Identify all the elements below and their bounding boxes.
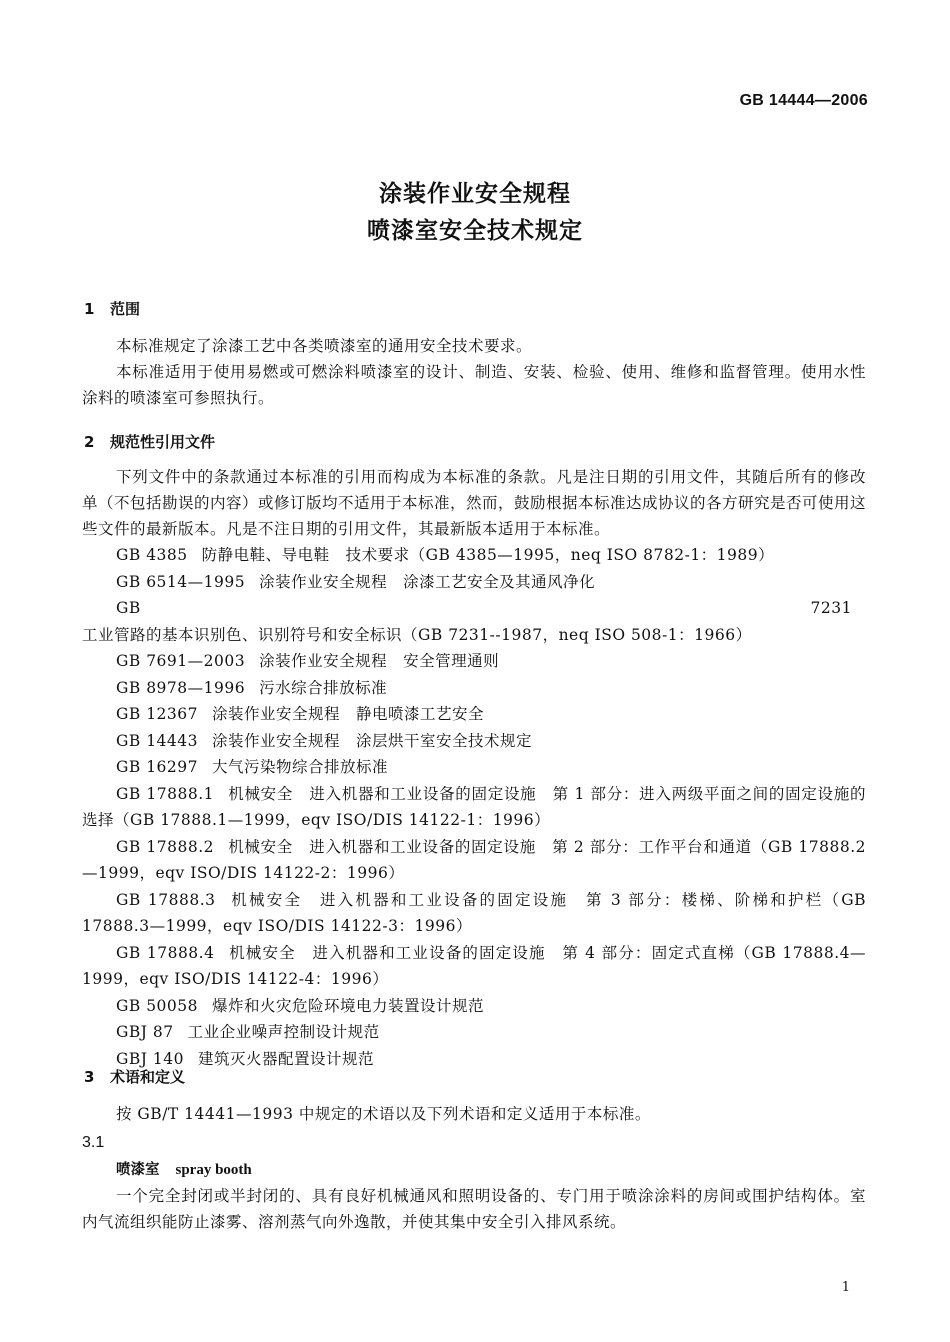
reference-code: GB 4385 (116, 546, 188, 564)
section-3-intro: 按 GB/T 14441—1993 中规定的术语以及下列术语和定义适用于本标准。 (116, 1105, 651, 1123)
reference-item (82, 1019, 866, 1046)
reference-code: GB 17888.2 (116, 837, 214, 856)
reference-code: GB 14443 (116, 731, 199, 750)
reference-item (82, 675, 866, 702)
reference-code: GBJ 87 (116, 1023, 174, 1041)
reference-item (82, 728, 866, 755)
reference-code: GB 12367 (116, 705, 199, 723)
reference-title: 机械安全 进入机器和工业设备的固定设施 第 4 部分：固定式直梯（GB 17888.4—1999，eqv ISO/DIS 14122-4：1996） (82, 943, 867, 988)
page-number: 1 (841, 1280, 850, 1295)
document-title (0, 176, 950, 250)
section-3-heading (84, 1066, 185, 1087)
reference-item (82, 1046, 866, 1073)
title-line-1: 涂装作业安全规程 (379, 181, 571, 207)
section-1-number: 1 (84, 300, 95, 318)
section-1-title: 范围 (110, 300, 141, 318)
term-definition: 一个完全封闭或半封闭的、具有良好机械通风和照明设备的、专门用于喷涂涂料的房间或围护结构体。室内气流组织能防止漆雾、溶剂蒸气向外逸散，并使其集中安全引入排风系统。 (82, 1187, 866, 1231)
section-1-paragraph-2: 本标准适用于使用易燃或可燃涂料喷漆室的设计、制造、安装、检验、使用、维修和监督管理。使用水性涂料的喷漆室可参照执行。 (82, 363, 866, 407)
reference-title: 建筑灭火器配置设计规范 (198, 1049, 375, 1068)
reference-title: 机械安全 进入机器和工业设备的固定设施 第 3 部分：楼梯、阶梯和护栏（GB 17888.3—1999，eqv ISO/DIS 14122-3：1996） (82, 890, 866, 935)
reference-item (82, 648, 866, 675)
section-1-paragraph-1: 本标准规定了涂漆工艺中各类喷漆室的通用安全技术要求。 (116, 337, 533, 355)
section-2-title: 规范性引用文件 (110, 433, 216, 451)
reference-code: GB 17888.3 (116, 890, 216, 909)
reference-item (82, 993, 866, 1020)
standard-number: GB 14444—2006 (739, 92, 868, 109)
section-2-number: 2 (84, 433, 95, 451)
section-3-title: 术语和定义 (110, 1068, 186, 1086)
reference-item (82, 569, 866, 596)
term-heading (116, 1158, 252, 1179)
reference-list (82, 542, 866, 1072)
section-1-heading (84, 298, 140, 319)
reference-code: GB 50058 (116, 996, 199, 1015)
clause-3-1-number: 3.1 (82, 1134, 105, 1151)
reference-item (82, 701, 866, 728)
reference-item (82, 834, 866, 887)
reference-title: 机械安全 进入机器和工业设备的固定设施 第 2 部分：工作平台和通道（GB 17888.2—1999，eqv ISO/DIS 14122-2：1996） (82, 837, 867, 882)
title-line-2: 喷漆室安全技术规定 (367, 218, 583, 244)
reference-title: 机械安全 进入机器和工业设备的固定设施 第 1 部分：进入两级平面之间的固定设施的选择（GB 17888.1—1999，eqv ISO/DIS 14122-1：1996） (82, 784, 866, 829)
reference-title: 涂装作业安全规程 涂层烘干室安全技术规定 (212, 731, 533, 750)
reference-title: 防静电鞋、导电鞋 技术要求（GB 4385—1995，neq ISO 8782-1：1989） (201, 546, 775, 564)
reference-title: 大气污染物综合排放标准 (212, 758, 389, 776)
reference-title: 工业企业噪声控制设计规范 (187, 1023, 380, 1041)
reference-title: 涂装作业安全规程 安全管理通则 (259, 652, 500, 670)
reference-code: GB 17888.1 (116, 784, 215, 803)
section-3-number: 3 (84, 1068, 95, 1086)
reference-title: 污水综合排放标准 (259, 678, 388, 697)
reference-code: GB 7231 (116, 599, 852, 617)
reference-item (82, 542, 866, 569)
section-2-heading (84, 431, 215, 452)
reference-code: GB 16297 (116, 758, 199, 776)
reference-title: 涂装作业安全规程 静电喷漆工艺安全 (212, 705, 485, 723)
reference-item (82, 940, 866, 993)
reference-code: GB 7691—2003 (116, 652, 246, 670)
reference-code: GB 6514—1995 (116, 572, 246, 591)
term-english: spray booth (175, 1162, 252, 1178)
term-chinese: 喷漆室 (116, 1162, 160, 1178)
reference-title: 工业管路的基本识别色、识别符号和安全标识（GB 7231--1987，neq ISO 508-1：1966） (82, 625, 752, 644)
reference-item (82, 887, 866, 940)
reference-code: GB 8978—1996 (116, 678, 246, 697)
reference-title: 爆炸和火灾危险环境电力装置设计规范 (212, 996, 485, 1015)
reference-code: GB 17888.4 (116, 943, 215, 962)
reference-item (82, 595, 866, 648)
reference-item (82, 754, 866, 781)
reference-item (82, 781, 866, 834)
section-2-intro: 下列文件中的条款通过本标准的引用而构成为本标准的条款。凡是注日期的引用文件，其随后所有的修改单（不包括勘误的内容）或修订版均不适用于本标准，然而，鼓励根据本标准达成协议的各方研究是否可使用这些文件的最新版本。凡是不注日期的引用文件，其最新版本适用于本标准。 (82, 468, 867, 538)
reference-title: 涂装作业安全规程 涂漆工艺安全及其通风净化 (259, 572, 596, 591)
reference-code: GBJ 140 (116, 1049, 184, 1068)
